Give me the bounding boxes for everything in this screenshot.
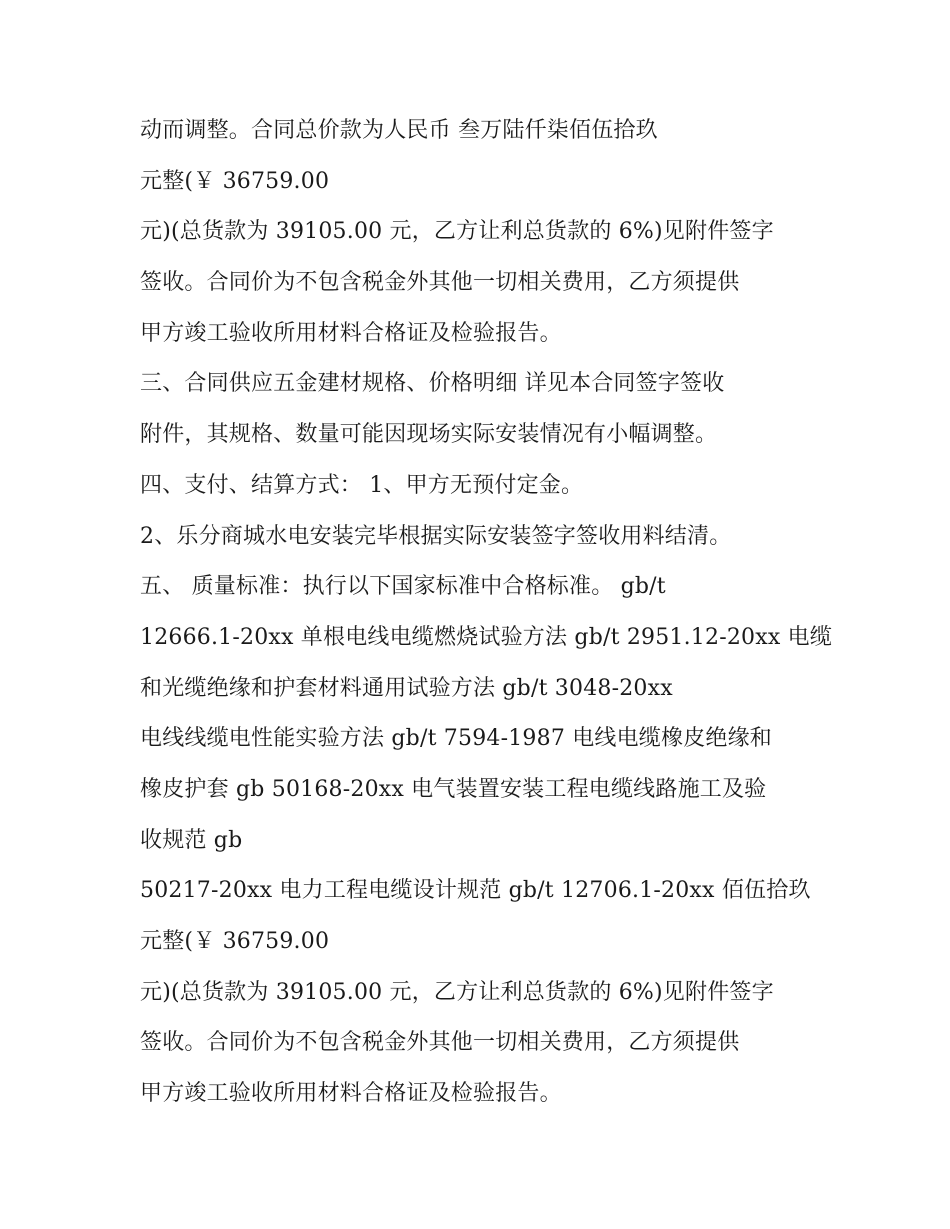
text-line: 和光缆绝缘和护套材料通用试验方法 gb/t 3048-20xx <box>140 675 673 701</box>
text-line: 橡皮护套 gb 50168-20xx 电气装置安装工程电缆线路施工及验 <box>140 776 767 802</box>
text-line: 元整(￥ 36759.00 <box>140 168 330 194</box>
text-line: 元)(总货款为 39105.00 元，乙方让利总货款的 6%)见附件签字 <box>140 979 774 1005</box>
text-line: 元)(总货款为 39105.00 元，乙方让利总货款的 6%)见附件签字 <box>140 219 774 245</box>
text-line: 电线线缆电性能实验方法 gb/t 7594-1987 电线电缆橡皮绝缘和 <box>140 726 773 752</box>
text-line: 四、支付、结算方式： 1、甲方无预付定金。 <box>140 472 584 498</box>
text-line: 五、 质量标准：执行以下国家标准中合格标准。 gb/t <box>140 574 666 600</box>
text-line: 元整(￥ 36759.00 <box>140 929 330 954</box>
text-line: 甲方竣工验收所用材料合格证及检验报告。 <box>140 320 562 346</box>
text-line: 甲方竣工验收所用材料合格证及检验报告。 <box>140 1081 562 1107</box>
document-body <box>140 106 840 1120</box>
text-line: 附件，其规格、数量可能因现场实际安装情况有小幅调整。 <box>140 422 718 448</box>
text-line: 2、乐分商城水电安装完毕根据实际安装签字签收用料结清。 <box>140 523 732 549</box>
text-line: 50217-20xx 电力工程电缆设计规范 gb/t 12706.1-20xx 佰伍拾玖 <box>140 878 811 904</box>
text-line: 签收。合同价为不包含税金外其他一切相关费用，乙方须提供 <box>140 270 740 296</box>
text-line: 12666.1-20xx 单根电线电缆燃烧试验方法 gb/t 2951.12-20xx 电缆 <box>140 624 833 650</box>
text-line: 三、合同供应五金建材规格、价格明细 详见本合同签字签收 <box>140 371 725 397</box>
text-line: 动而调整。合同总价款为人民币 叁万陆仟柒佰伍拾玖 <box>140 118 658 143</box>
text-line: 签收。合同价为不包含税金外其他一切相关费用，乙方须提供 <box>140 1030 740 1056</box>
text-line: 收规范 gb <box>140 827 243 853</box>
